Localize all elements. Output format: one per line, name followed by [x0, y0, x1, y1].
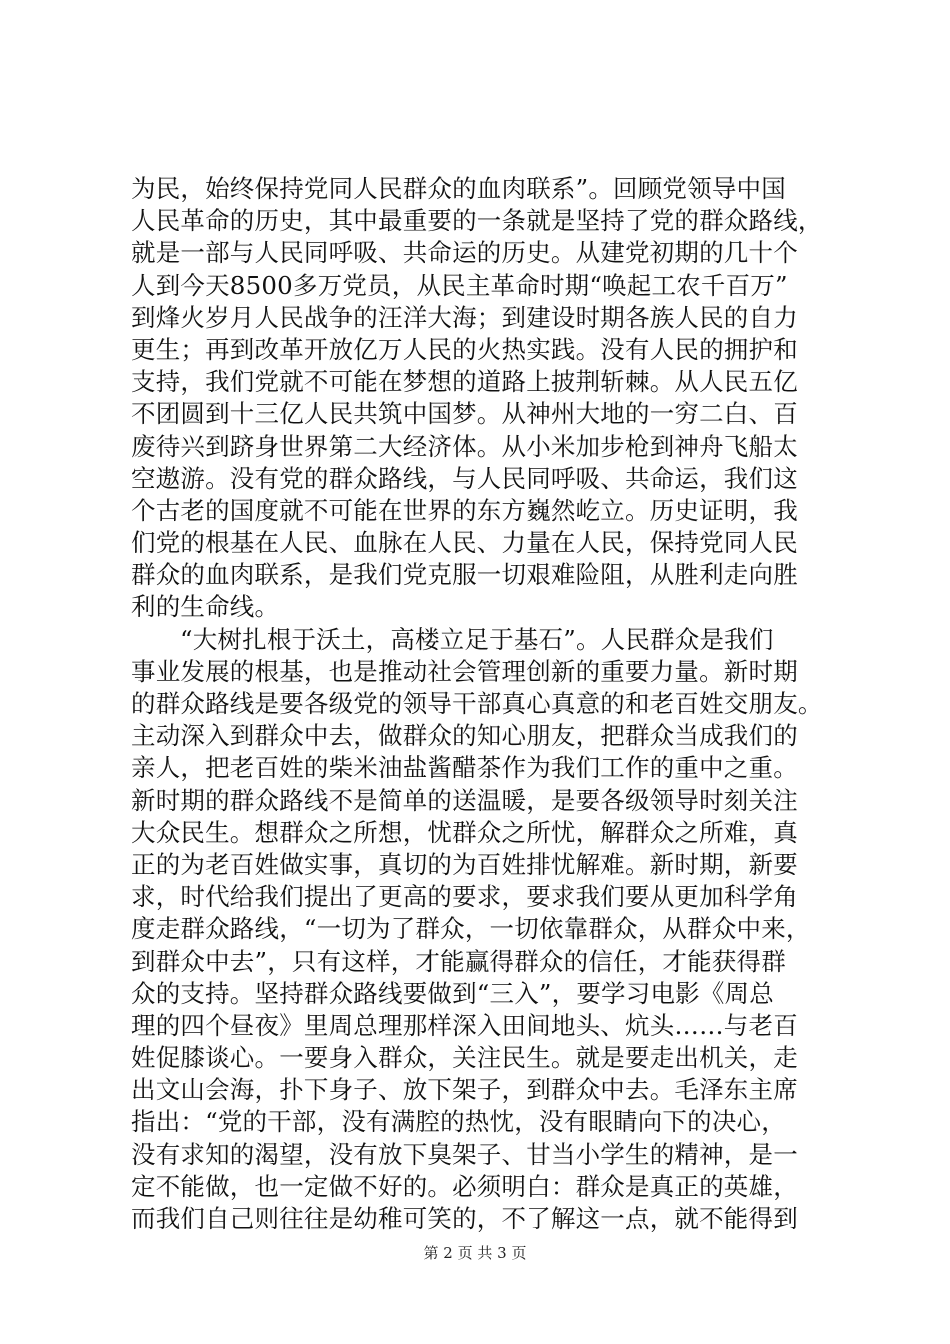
text-line: 主动深入到群众中去，做群众的知心朋友，把群众当成我们的	[131, 721, 798, 751]
text-line: 指出：“党的干部，没有满腔的热忱，没有眼睛向下的决心，	[131, 1107, 786, 1137]
text-line: 大众民生。想群众之所想，忧群众之所忧，解群众之所难，真	[131, 817, 798, 847]
text-line: 不团圆到十三亿人民共筑中国梦。从神州大地的一穷二白、百	[131, 399, 798, 429]
text-line: 到群众中去”，只有这样，才能赢得群众的信任，才能获得群	[131, 946, 786, 976]
text-line: 没有求知的渴望，没有放下臭架子、甘当小学生的精神，是一	[131, 1139, 798, 1169]
text-line: 人到今天8500多万党员，从民主革命时期“唤起工农千百万”	[131, 270, 788, 300]
text-line: 们党的根基在人民、血脉在人民、力量在人民，保持党同人民	[131, 528, 798, 558]
text-line: 度走群众路线，“一切为了群众，一切依靠群众，从群众中来，	[131, 914, 811, 944]
text-line: 亲人，把老百姓的柴米油盐酱醋茶作为我们工作的重中之重。	[131, 753, 798, 783]
text-line: 个古老的国度就不可能在世界的东方巍然屹立。历史证明，我	[131, 495, 798, 525]
text-line: 空遨游。没有党的群众路线，与人民同呼吸、共命运，我们这	[131, 463, 798, 493]
text-line: 的群众路线是要各级党的领导干部真心真意的和老百姓交朋友。	[131, 689, 823, 718]
text-line: 正的为老百姓做实事，真切的为百姓排忧解难。新时期，新要	[131, 849, 798, 879]
text-line: 定不能做，也一定做不好的。必须明白：群众是真正的英雄，	[131, 1171, 798, 1201]
text-line: 出文山会海，扑下身子、放下架子，到群众中去。毛泽东主席	[131, 1075, 798, 1105]
text-line: 理的四个昼夜》里周总理那样深入田间地头、炕头……与老百	[131, 1010, 798, 1040]
paragraph-start-line: “大树扎根于沃土，高楼立足于基石”。人民群众是我们	[180, 624, 774, 654]
text-line: 姓促膝谈心。一要身入群众，关注民生。就是要走出机关，走	[131, 1043, 798, 1073]
text-line: 众的支持。坚持群众路线要做到“三入”，要学习电影《周总	[131, 978, 774, 1008]
text-line: 求，时代给我们提出了更高的要求，要求我们要从更加科学角	[131, 882, 798, 912]
text-line: 而我们自己则往往是幼稚可笑的，不了解这一点，就不能得到	[131, 1204, 798, 1233]
text-line: 废待兴到跻身世界第二大经济体。从小米加步枪到神舟飞船太	[131, 431, 798, 461]
text-line: 支持，我们党就不可能在梦想的道路上披荆斩棘。从人民五亿	[131, 367, 798, 397]
text-line: 利的生命线。	[131, 592, 280, 622]
text-line: 人民革命的历史，其中最重要的一条就是坚持了党的群众路线，	[131, 206, 823, 236]
body-text	[131, 173, 851, 1235]
text-line: 到烽火岁月人民战争的汪洋大海；到建设时期各族人民的自力	[131, 302, 798, 332]
text-line: 事业发展的根基，也是推动社会管理创新的重要力量。新时期	[131, 656, 798, 686]
text-line: 更生；再到改革开放亿万人民的火热实践。没有人民的拥护和	[131, 334, 798, 364]
text-line: 就是一部与人民同呼吸、共命运的历史。从建党初期的几十个	[131, 238, 798, 268]
text-line: 为民，始终保持党同人民群众的血肉联系”。回顾党领导中国	[131, 174, 786, 203]
text-line: 群众的血肉联系，是我们党克服一切艰难险阻，从胜利走向胜	[131, 560, 798, 590]
page-number-footer: 第 2 页 共 3 页	[423, 1244, 527, 1262]
text-line: 新时期的群众路线不是简单的送温暖，是要各级领导时刻关注	[131, 785, 798, 815]
